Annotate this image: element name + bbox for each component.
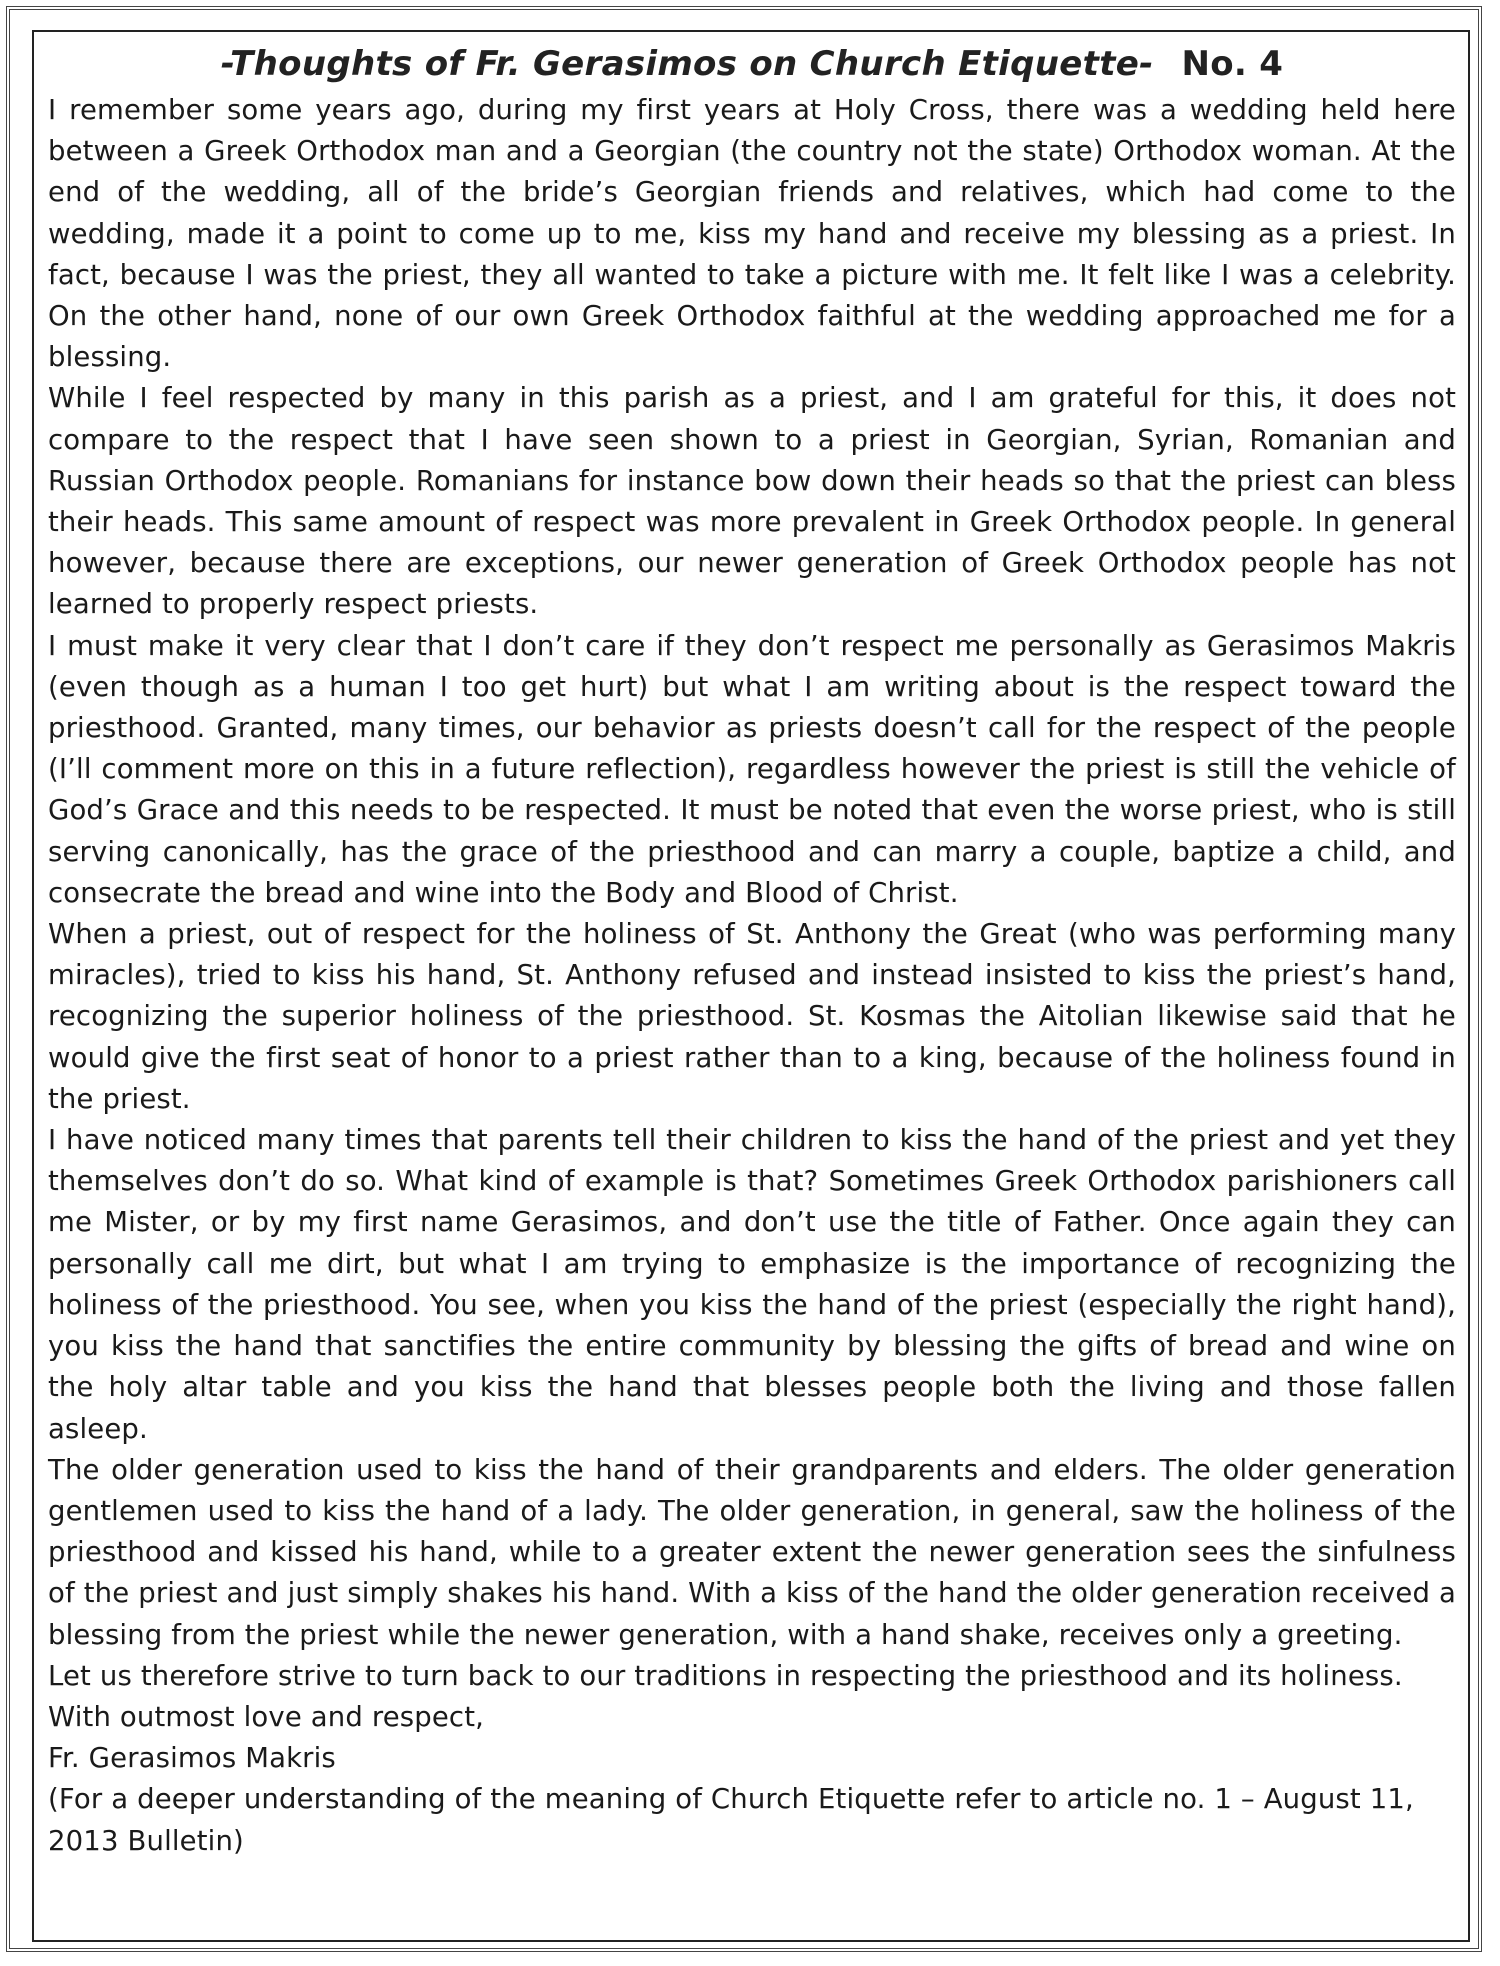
title-text: -Thoughts of Fr. Gerasimos on Church Etiquette- [220, 44, 1154, 84]
closing-line: Let us therefore strive to turn back to our traditions in respecting the priesthood and its holiness. [48, 1659, 1403, 1692]
paragraph-respect: While I feel respected by many in this parish as a priest, and I am grateful for this, it does not compare to the respect that I have seen shown to a priest in Georgian, Syrian, Romanian and Russian Orthodox people. Romanians for instance bow down their heads so that the priest can bless their heads. This same amount of respect was more prevalent in Greek Orthodox people. In general however, because there are exceptions, our newer generation of Greek Orthodox people has not learned to properly respect priests. [48, 382, 1456, 621]
paragraph-older-generation: The older generation used to kiss the hand of their grandparents and elders. The older generation gentlemen used to kiss the hand of a lady. The older generation, in general, saw the holiness of the priesthood and kissed his hand, while to a greater extent the newer generation sees the sinfulness of the priest and just simply shakes his hand. With a kiss of the hand the older generation received a blessing from the priest while the newer generation, with a hand shake, receives only a greeting. [48, 1453, 1456, 1651]
article-title [48, 44, 1456, 84]
article-number: No. 4 [1181, 44, 1284, 84]
paragraph-st-anthony: When a priest, out of respect for the holiness of St. Anthony the Great (who was performing many miracles), tried to kiss his hand, St. Anthony refused and instead insisted to kiss the priest’s hand, recognizing the superior holiness of the priesthood. St. Kosmas the Aitolian likewise said that he would give the first seat of honor to a priest rather than to a king, because of the holiness found in the priest. [48, 918, 1456, 1115]
article-body [48, 36, 1456, 1862]
salutation: With outmost love and respect, [48, 1700, 485, 1733]
footnote: (For a deeper understanding of the meaning of Church Etiquette refer to article no. 1 – August 11, 2013 Bulletin) [48, 1783, 1414, 1857]
paragraph-priesthood: I must make it very clear that I don’t care if they don’t respect me personally as Gerasimos Makris (even though as a human I too get hurt) but what I am writing about is the respect toward the priesthood. Granted, many times, our behavior as priests doesn’t call for the respect of the people (I’ll comment more on this in a future reflection), regardless however the priest is still the vehicle of God’s Grace and this needs to be respected. It must be noted that even the worse priest, who is still serving canonically, has the grace of the priesthood and can marry a couple, baptize a child, and consecrate the bread and wine into the Body and Blood of Christ. [48, 629, 1456, 909]
signature: Fr. Gerasimos Makris [48, 1742, 336, 1775]
paragraph-parents: I have noticed many times that parents tell their children to kiss the hand of the priest and yet they themselves don’t do so. What kind of example is that? Sometimes Greek Orthodox parishioners call me Mister, or by my first name Gerasimos, and don’t use the title of Father. Once again they can personally call me dirt, but what I am trying to emphasize is the importance of recognizing the holiness of the priesthood. You see, when you kiss the hand of the priest (especially the right hand), you kiss the hand that sanctifies the entire community by blessing the gifts of bread and wine on the holy altar table and you kiss the hand that blesses people both the living and those fallen asleep. [48, 1124, 1456, 1445]
paragraph-wedding: I remember some years ago, during my first years at Holy Cross, there was a wedding held here between a Greek Orthodox man and a Georgian (the country not the state) Orthodox woman. At the end of the wedding, all of the bride’s Georgian friends and relatives, which had come to the wedding, made it a point to come up to me, kiss my hand and receive my blessing as a priest. In fact, because I was the priest, they all wanted to take a picture with me. It felt like I was a celebrity. On the other hand, none of our own Greek Orthodox faithful at the wedding approached me for a blessing. [48, 94, 1456, 374]
